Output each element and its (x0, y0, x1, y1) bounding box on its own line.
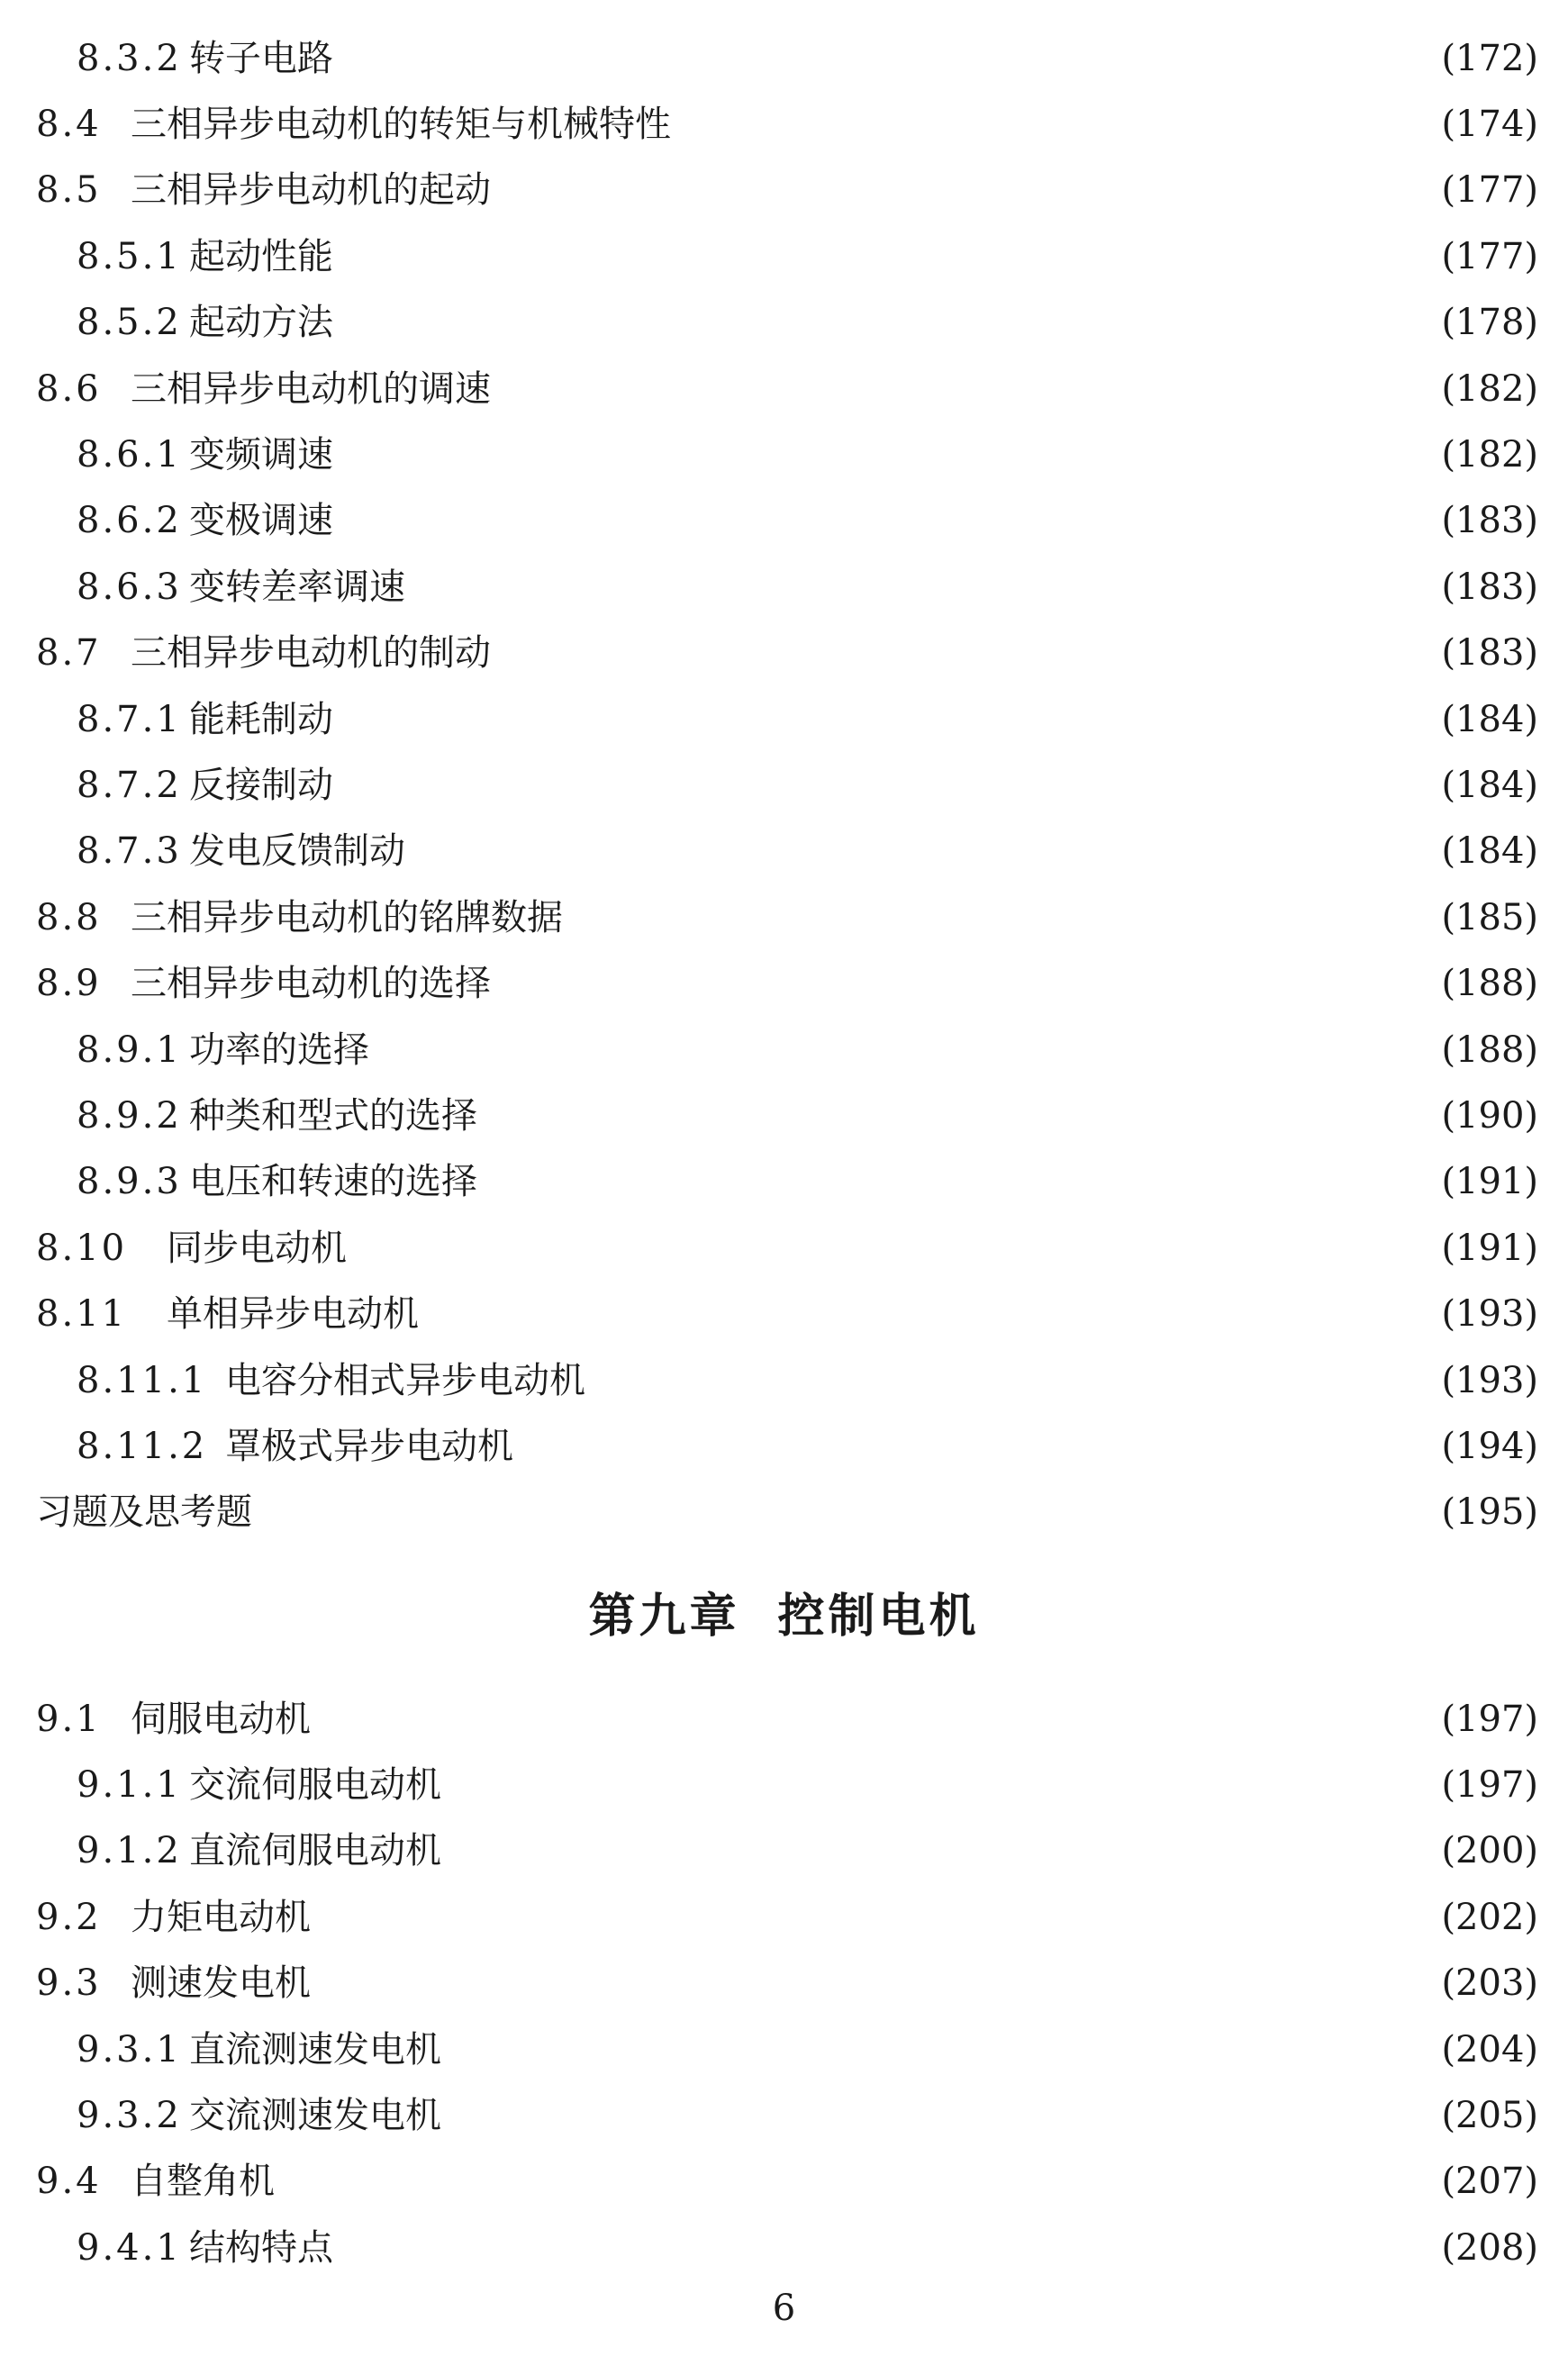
toc-entry (36, 1818, 1538, 1884)
toc-entry-number: 9.1.2 (77, 1830, 182, 1872)
toc-entry-page: (207) (1441, 2161, 1538, 2203)
toc-entry-page: (202) (1441, 1896, 1538, 1938)
dot-leader (323, 1701, 1428, 1737)
toc-entry (36, 554, 1538, 620)
toc-list-chapter-8 (36, 25, 1538, 1545)
dot-leader (454, 1767, 1428, 1803)
toc-entry-page: (183) (1441, 500, 1538, 542)
toc-entry (36, 2215, 1538, 2280)
toc-entry-page: (177) (1441, 235, 1538, 277)
toc-entry (36, 488, 1538, 554)
toc-entry-title: 电压和转速的选择 (189, 1161, 477, 1203)
toc-entry (36, 1149, 1538, 1215)
toc-entry-title: 测速发电机 (131, 1962, 311, 2005)
dot-leader (526, 1428, 1428, 1464)
toc-entry-title: 直流伺服电动机 (189, 1830, 441, 1872)
toc-entry-number: 8.7 (36, 632, 102, 675)
toc-entry (36, 752, 1538, 818)
toc-entry-number: 9.3.2 (77, 2095, 182, 2137)
dot-leader (454, 1833, 1428, 1869)
toc-entry-page: (205) (1441, 2095, 1538, 2137)
toc-entry (36, 950, 1538, 1016)
dot-leader (490, 1098, 1428, 1134)
dot-leader (382, 1032, 1428, 1068)
toc-entry-page: (200) (1441, 1830, 1538, 1872)
dot-leader (346, 239, 1428, 275)
toc-entry-title: 能耗制动 (189, 698, 333, 740)
toc-entry-title: 自整角机 (131, 2161, 275, 2203)
dot-leader (490, 1164, 1428, 1200)
toc-entry-number: 8.7.2 (77, 764, 182, 806)
toc-entry (36, 2016, 1538, 2082)
dot-leader (598, 1363, 1428, 1399)
toc-entry (36, 1480, 1538, 1545)
toc-entry (36, 223, 1538, 289)
toc-entry (36, 1686, 1538, 1752)
dot-leader (346, 702, 1428, 738)
toc-entry-page: (182) (1441, 434, 1538, 476)
toc-entry-page: (185) (1441, 896, 1538, 938)
toc-entry-page: (193) (1441, 1359, 1538, 1401)
toc-entry-number: 8.9 (36, 963, 102, 1005)
toc-entry (36, 25, 1538, 91)
dot-leader (287, 2163, 1428, 2199)
toc-entry-page: (208) (1441, 2226, 1538, 2269)
dot-leader (684, 106, 1428, 142)
toc-entry-title: 三相异步电动机的制动 (131, 632, 491, 675)
toc-entry-page: (194) (1441, 1425, 1538, 1467)
toc-entry-page: (197) (1441, 1698, 1538, 1740)
toc-entry (36, 1017, 1538, 1083)
toc-entry-page: (174) (1441, 104, 1538, 146)
toc-entry-page: (172) (1441, 37, 1538, 79)
toc-entry-number: 8.6.1 (77, 434, 182, 476)
toc-entry-title: 三相异步电动机的铭牌数据 (131, 896, 563, 938)
dot-leader (503, 172, 1428, 208)
toc-entry-title: 功率的选择 (189, 1028, 369, 1071)
toc-entry (36, 290, 1538, 356)
dot-leader (576, 900, 1428, 936)
toc-entry (36, 686, 1538, 752)
toc-entry-page: (188) (1441, 1028, 1538, 1071)
dot-leader (346, 41, 1428, 77)
toc-entry-page: (197) (1441, 1764, 1538, 1807)
toc-entry-number: 8.11.2 (77, 1425, 208, 1467)
toc-entry-page: (178) (1441, 302, 1538, 344)
toc-entry (36, 819, 1538, 884)
toc-entry (36, 1083, 1538, 1148)
toc-entry-title: 三相异步电动机的起动 (131, 169, 491, 212)
toc-entry (36, 421, 1538, 487)
toc-entry (36, 91, 1538, 157)
toc-entry-number: 9.4 (36, 2161, 102, 2203)
toc-entry-title: 罩极式异步电动机 (225, 1425, 513, 1467)
toc-entry-number: 8.5.1 (77, 235, 182, 277)
toc-entry-number: 8.8 (36, 896, 102, 938)
toc-entry-number: 8.7.1 (77, 698, 182, 740)
toc-entry-title: 起动方法 (189, 302, 333, 344)
toc-entry-title: 变转差率调速 (189, 566, 405, 608)
toc-entry (36, 1752, 1538, 1817)
toc-entry-page: (195) (1441, 1491, 1538, 1534)
toc-entry-number: 8.9.1 (77, 1028, 182, 1071)
toc-entry-title: 变频调速 (189, 434, 333, 476)
toc-entry-title: 同步电动机 (167, 1227, 347, 1269)
dot-leader (323, 1899, 1428, 1935)
dot-leader (418, 833, 1428, 869)
toc-entry-page: (193) (1441, 1293, 1538, 1336)
toc-entry-page: (204) (1441, 2028, 1538, 2071)
toc-entry (36, 1281, 1538, 1346)
toc-entry (36, 1347, 1538, 1413)
toc-entry-title: 三相异步电动机的转矩与机械特性 (131, 104, 671, 146)
toc-entry-title: 电容分相式异步电动机 (225, 1359, 585, 1401)
toc-entry-number: 9.3 (36, 1962, 102, 2005)
toc-entry-number: 8.10 (36, 1227, 128, 1269)
chapter-heading: 第九章 控制电机 (588, 1590, 980, 1644)
dot-leader (346, 304, 1428, 340)
toc-entry-page: (183) (1441, 632, 1538, 675)
toc-entry-number: 8.5 (36, 169, 102, 212)
toc-entry-number: 8.9.2 (77, 1094, 182, 1137)
toc-entry-number: 8.6 (36, 367, 102, 410)
toc-entry-title: 三相异步电动机的调速 (131, 367, 491, 410)
toc-entry-number: 8.9.3 (77, 1161, 182, 1203)
toc-entry-title: 转子电路 (189, 37, 333, 79)
toc-entry-number: 9.1 (36, 1698, 102, 1740)
toc-entry-page: (184) (1441, 764, 1538, 806)
toc-entry-page: (184) (1441, 830, 1538, 873)
toc-entry-title: 变极调速 (189, 500, 333, 542)
dot-leader (431, 1296, 1428, 1332)
dot-leader (454, 2032, 1428, 2068)
dot-leader (265, 1494, 1428, 1530)
toc-entry-page: (190) (1441, 1094, 1538, 1137)
toc-entry-number: 8.7.3 (77, 830, 182, 873)
toc-entry (36, 158, 1538, 223)
page-number: 6 (772, 2288, 796, 2329)
toc-entry-page: (191) (1441, 1227, 1538, 1269)
toc-entry-number: 9.2 (36, 1896, 102, 1938)
toc-entry-number: 8.6.3 (77, 566, 182, 608)
toc-entry-title: 结构特点 (189, 2226, 333, 2269)
toc-entry-number: 8.11 (36, 1293, 128, 1336)
dot-leader (346, 767, 1428, 803)
toc-entry-page: (177) (1441, 169, 1538, 212)
dot-leader (503, 371, 1428, 407)
toc-entry-title: 种类和型式的选择 (189, 1094, 477, 1137)
toc-list-chapter-9 (36, 1686, 1538, 2281)
toc-entry (36, 356, 1538, 421)
dot-leader (346, 437, 1428, 473)
toc-entry (36, 621, 1538, 686)
toc-entry-number: 9.4.1 (77, 2226, 182, 2269)
toc-entry-title: 交流测速发电机 (189, 2095, 441, 2137)
dot-leader (503, 635, 1428, 671)
toc-entry (36, 1413, 1538, 1479)
dot-leader (503, 965, 1428, 1001)
toc-entry-page: (183) (1441, 566, 1538, 608)
toc-entry-page: (188) (1441, 963, 1538, 1005)
toc-entry-page: (203) (1441, 1962, 1538, 2005)
toc-entry (36, 1215, 1538, 1281)
toc-entry (36, 2082, 1538, 2148)
toc-entry (36, 1951, 1538, 2016)
toc-entry-title: 伺服电动机 (131, 1698, 311, 1740)
toc-entry-title: 起动性能 (189, 235, 333, 277)
toc-entry-number: 8.3.2 (77, 37, 182, 79)
toc-entry-title: 反接制动 (189, 764, 333, 806)
dot-leader (346, 503, 1428, 539)
toc-entry-page: (184) (1441, 698, 1538, 740)
toc-entry-title: 直流测速发电机 (189, 2028, 441, 2071)
dot-leader (323, 1965, 1428, 2001)
dot-leader (454, 2098, 1428, 2134)
toc-entry-number: 8.4 (36, 104, 102, 146)
toc-entry-number: 8.11.1 (77, 1359, 208, 1401)
dot-leader (359, 1230, 1428, 1266)
toc-entry-title: 三相异步电动机的选择 (131, 963, 491, 1005)
toc-entry-title: 发电反馈制动 (189, 830, 405, 873)
toc-entry-number: 8.5.2 (77, 302, 182, 344)
toc-entry (36, 1884, 1538, 1950)
toc-entry-number: 8.6.2 (77, 500, 182, 542)
dot-leader (346, 2230, 1428, 2266)
toc-entry-page: (191) (1441, 1161, 1538, 1203)
toc-entry-number: 9.1.1 (77, 1764, 182, 1807)
toc-entry-number: 9.3.1 (77, 2028, 182, 2071)
toc-entry-page: (182) (1441, 367, 1538, 410)
toc-entry (36, 884, 1538, 950)
toc-entry-title: 习题及思考题 (36, 1491, 252, 1534)
toc-entry-title: 力矩电动机 (131, 1896, 311, 1938)
toc-entry (36, 2149, 1538, 2215)
dot-leader (418, 569, 1428, 605)
toc-entry-title: 交流伺服电动机 (189, 1764, 441, 1807)
toc-entry-title: 单相异步电动机 (167, 1293, 419, 1336)
